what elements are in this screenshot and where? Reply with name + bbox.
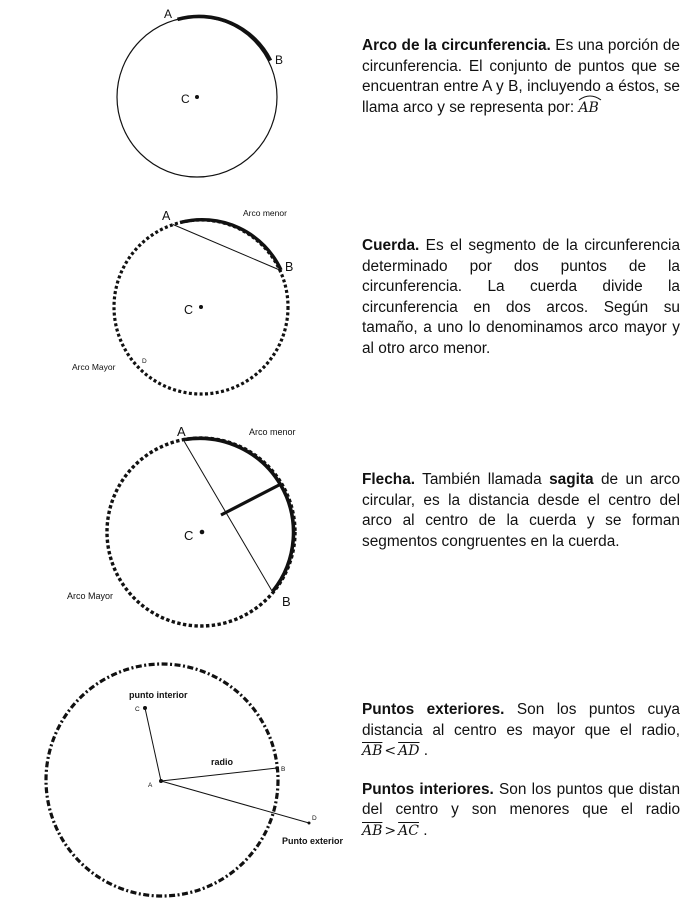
label-d: D: [312, 815, 317, 822]
flecha-diagram: [0, 410, 350, 630]
label-arco-mayor: Arco Mayor: [67, 591, 114, 601]
cuerda-body: Es el segmento de la circunferencia determinado por dos puntos de la circunferencia. La cuerda divide la circunferencia en dos arcos. Según su tamaño, a uno lo denominamos arco mayor y al otro arco menor.: [362, 237, 680, 357]
figure-arco: [0, 0, 350, 200]
arco-title: Arco de la circunferencia.: [362, 37, 551, 54]
flecha-paragraph: [362, 470, 680, 552]
label-a: A: [148, 782, 153, 789]
segment-ad: [161, 781, 309, 823]
arc-ab: [178, 16, 271, 60]
arc-menor: [185, 438, 294, 591]
point-b: [275, 766, 279, 770]
expr-ext-end: .: [423, 742, 429, 760]
center-point: [199, 305, 203, 309]
expr-ext-left: $\overline{AB}$: [362, 743, 383, 760]
label-arco-mayor: Arco Mayor: [72, 362, 116, 372]
label-arco-menor: Arco menor: [243, 208, 287, 218]
flecha-bold-word: sagita: [549, 471, 594, 488]
figure-puntos: [0, 650, 350, 904]
label-b: B: [281, 766, 286, 773]
label-arco-menor: Arco menor: [249, 427, 296, 437]
label-b: B: [282, 594, 291, 609]
label-b: B: [285, 260, 294, 274]
expr-int-op: >: [384, 822, 397, 839]
figure-cuerda: [0, 200, 350, 410]
cuerda-diagram: [0, 200, 350, 410]
expr-ext-right: $\overline{AD}$: [398, 743, 420, 760]
arc-symbol: [578, 98, 598, 119]
arc-menor: [180, 220, 281, 270]
text-cuerda: [362, 236, 680, 360]
label-punto-exterior: Punto exterior: [282, 836, 344, 846]
label-c: C: [135, 706, 140, 713]
label-d: D: [142, 358, 147, 365]
arco-diagram: [0, 0, 350, 200]
text-arco: [362, 36, 680, 118]
arc-symbol-text: AB: [578, 99, 599, 116]
segment-ac: [145, 708, 161, 781]
label-radio: radio: [211, 757, 234, 767]
point-c: [143, 706, 147, 710]
exteriores-title: Puntos exteriores.: [362, 701, 505, 718]
segment-ab: [161, 768, 277, 781]
center-point: [200, 530, 205, 535]
chord-ab: [184, 441, 272, 591]
label-punto-interior: punto interior: [129, 690, 188, 700]
cuerda-title: Cuerda.: [362, 237, 420, 254]
point-a: [159, 779, 163, 783]
text-flecha: [362, 470, 680, 552]
label-c: C: [184, 303, 194, 317]
expr-ext-op: <: [384, 743, 397, 760]
label-a: A: [162, 209, 171, 223]
cuerda-paragraph: [362, 236, 680, 360]
label-a: A: [177, 424, 186, 439]
text-puntos: [362, 700, 680, 842]
expr-int-left: $\overline{AB}$: [362, 822, 383, 839]
interiores-body: Son los puntos que distan del centro y son menores que el radio: [362, 780, 681, 819]
flecha-title: Flecha.: [362, 471, 416, 488]
label-c: C: [184, 528, 194, 543]
exteriores-paragraph: [362, 700, 680, 762]
expr-int-end: .: [423, 821, 428, 839]
expr-int-right: $\overline{AC}$: [398, 822, 419, 839]
sagita-segment: [221, 484, 281, 515]
arco-paragraph: [362, 36, 680, 118]
arco-body: Es una porción de circunferencia. El conjunto de puntos que se encuentran entre A y B, incluyendo a éstos, se llama arco y se representa por:: [362, 37, 680, 116]
center-point: [195, 95, 199, 99]
point-d: [308, 822, 311, 825]
label-c: C: [181, 92, 190, 106]
puntos-diagram: [0, 650, 350, 904]
label-a: A: [164, 7, 173, 21]
flecha-body-post: de un arco circular, es la distancia desde el centro del arco al centro de la cuerda y se forman segmentos congruentes en la cuerda.: [362, 471, 680, 550]
figure-flecha: [0, 410, 350, 630]
exteriores-body: Son los puntos cuya distancia al centro es mayor que el radio,: [362, 701, 680, 739]
label-b: B: [275, 53, 284, 67]
interiores-paragraph: [362, 780, 680, 842]
flecha-body-pre: También llamada: [415, 471, 550, 488]
interiores-title: Puntos interiores.: [362, 780, 494, 798]
